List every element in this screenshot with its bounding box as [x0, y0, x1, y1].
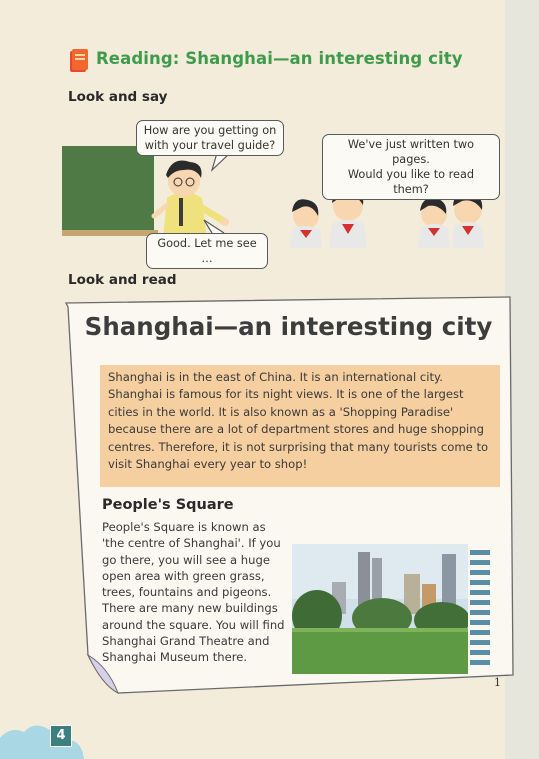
peoples-square-photo [292, 544, 492, 674]
student-3 [418, 198, 450, 248]
book-icon [68, 48, 90, 74]
teacher-answer-bubble: Good. Let me see … [146, 233, 268, 269]
look-and-read-label: Look and read [68, 272, 177, 288]
look-and-say-label: Look and say [68, 89, 168, 105]
intro-paragraph: Shanghai is in the east of China. It is an international city. Shanghai is famous for its night views. It is one of the largest cities in the world. It is also known as a 'Shopping Paradise' because there are a lot of department stores and huge shopping centres. Therefore, it is not surprising that many tourists come to visit Shanghai every year to shop! [108, 370, 489, 472]
student-1 [290, 199, 322, 248]
article-title: Shanghai—an interesting city [84, 312, 493, 341]
corner-cloud-decoration [0, 718, 90, 759]
student-4 [452, 192, 484, 248]
book-page-number: 4 [50, 725, 72, 747]
section-paragraph: People's Square is known as 'the centre of Shanghai'. If you go there, you will see a huge open area with green grass, trees, fountains and pigeons. There are many new buildings around the square. You will find Shanghai Grand Theatre and Shanghai Museum there. [102, 520, 285, 665]
bubble-line: with your travel guide? [144, 139, 276, 152]
bubble-line: Would you like to read them? [347, 168, 475, 196]
article-page-number: 1 [494, 676, 501, 689]
section-title: People's Square [102, 497, 234, 513]
students-reply-bubble [322, 134, 500, 200]
bubble-line: We've just written two pages. [347, 138, 475, 166]
reading-title: Reading: Shanghai—an interesting city [96, 49, 463, 68]
bubble-line: How are you getting on [143, 124, 277, 137]
teacher-question-bubble [136, 120, 284, 156]
